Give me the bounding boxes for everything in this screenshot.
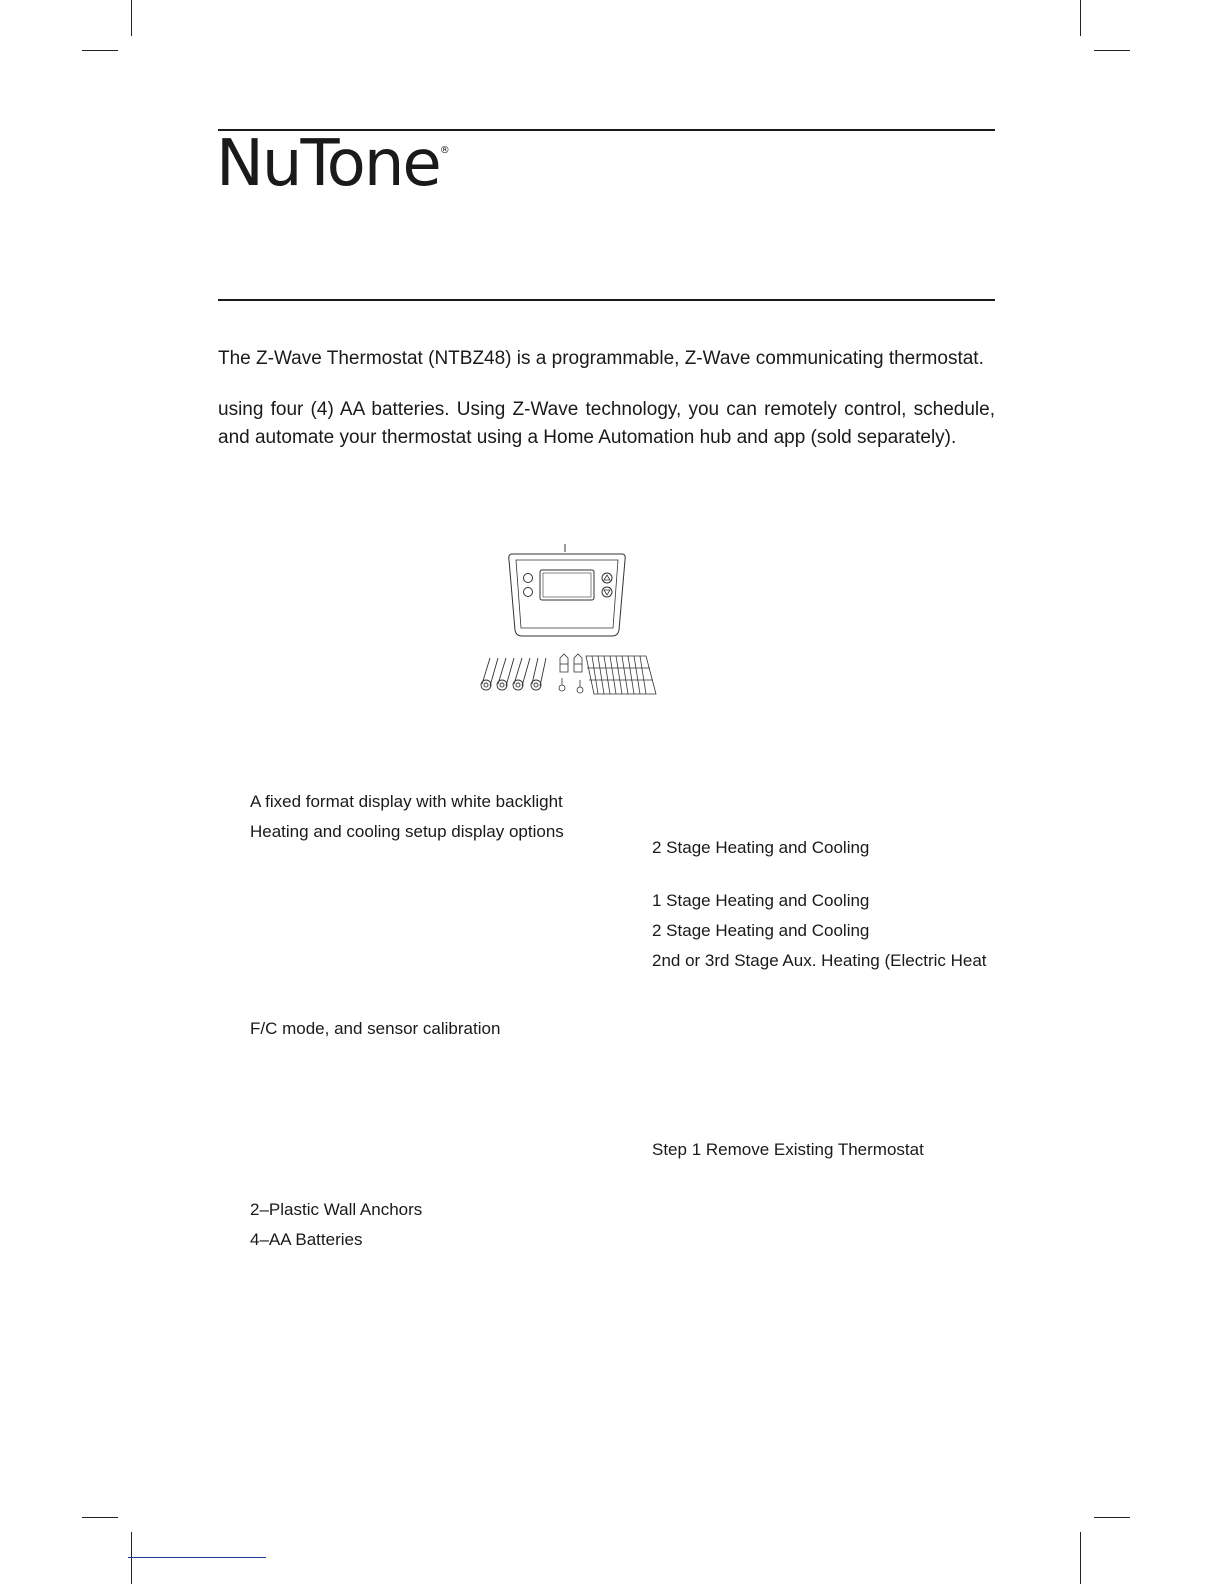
system-conventional-1-stage: 1 Stage Heating and Cooling (652, 891, 870, 910)
crop-mark-bottom-left-v (131, 1532, 132, 1584)
crop-mark-top-right-v (1080, 0, 1081, 36)
screws (559, 678, 583, 693)
crop-mark-top-left-h (82, 50, 118, 51)
header-rule-bottom (218, 299, 995, 301)
thermostat-button-left-bottom (524, 588, 533, 597)
crop-mark-top-left-v (131, 0, 132, 36)
thermostat-button-left-top (524, 574, 533, 583)
crop-mark-bottom-right-h (1094, 1517, 1130, 1518)
feature-display: A fixed format display with white backlight (250, 792, 563, 811)
contents-batteries: 4–AA Batteries (250, 1230, 363, 1249)
thermostat-kit-illustration-icon (476, 540, 662, 702)
feature-setup-options: Heating and cooling setup display options (250, 822, 564, 841)
battery-set (481, 658, 546, 690)
intro-paragraph-2: using four (4) AA batteries. Using Z-Wave technology, you can remotely control, schedule, and automate your thermostat using a Home Automation hub and app (sold separately). (218, 399, 995, 448)
system-conventional-2-stage: 2 Stage Heating and Cooling (652, 921, 870, 940)
wire-labels-sheet (586, 656, 656, 694)
system-aux-heat: 2nd or 3rd Stage Aux. Heating (Electric Heat (652, 951, 987, 970)
registered-mark: ® (439, 145, 450, 156)
system-heat-pump-2-stage: 2 Stage Heating and Cooling (652, 838, 870, 857)
crop-mark-bottom-right-v (1080, 1532, 1081, 1584)
intro-line-1: The Z-Wave Thermostat (NTBZ48) is a programmable, Z-Wave communicating thermostat. (218, 348, 984, 369)
crop-mark-top-right-h (1094, 50, 1130, 51)
nutone-logo (216, 127, 450, 201)
wall-anchors (560, 654, 582, 672)
install-step-1: Step 1 Remove Existing Thermostat (652, 1140, 924, 1159)
contents-wall-anchors: 2–Plastic Wall Anchors (250, 1200, 423, 1219)
crop-mark-bottom-left-h (82, 1517, 118, 1518)
logo-text: NuTone (216, 127, 440, 201)
thermostat-screen (540, 570, 594, 600)
bottom-link-underline (128, 1557, 266, 1558)
feature-calibration: F/C mode, and sensor calibration (250, 1019, 501, 1038)
thermostat-body (509, 554, 625, 636)
